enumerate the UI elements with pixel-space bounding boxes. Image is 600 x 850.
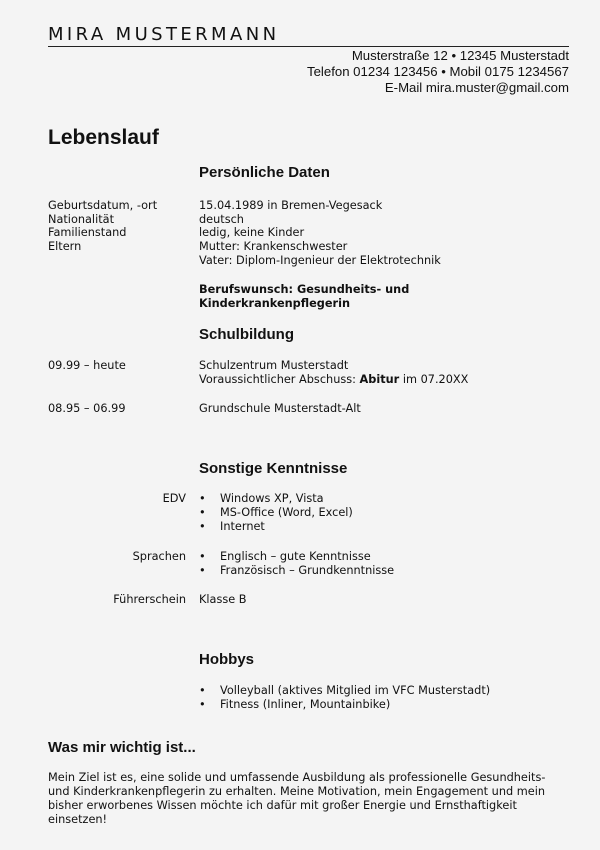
personal-value: 15.04.1989 in Bremen-Vegesack (199, 199, 383, 212)
page-title: Lebenslauf (48, 126, 159, 149)
school-period: 08.95 – 06.99 (48, 402, 126, 415)
license-label: Führerschein (113, 593, 186, 606)
hobbies-heading: Hobbys (199, 651, 255, 668)
school-name: Schulzentrum Musterstadt (199, 359, 349, 372)
bullet-icon: • (199, 698, 206, 711)
list-item: • Französisch – Grundkenntnisse (199, 564, 395, 577)
career-wish-cont: Kinderkrankenpflegerin (199, 297, 351, 310)
list-item: • MS-Office (Word, Excel) (199, 506, 353, 519)
phone-line: Telefon 01234 123456 • Mobil 0175 1234567 (307, 64, 569, 79)
school-name: Grundschule Musterstadt-Alt (199, 402, 361, 415)
license-value: Klasse B (199, 593, 247, 606)
email-line: E-Mail mira.muster@gmail.com (384, 80, 569, 95)
bullet-icon: • (199, 492, 206, 505)
personal-label: Familienstand (48, 226, 127, 239)
bullet-icon: • (199, 684, 206, 697)
list-item: • Volleyball (aktives Mitglied im VFC Musterstadt) (199, 684, 491, 697)
father-occupation: Vater: Diplom-Ingenieur der Elektrotechnik (199, 254, 441, 267)
list-item: • Internet (199, 520, 265, 533)
school-heading: Schulbildung (199, 326, 294, 343)
personal-heading: Persönliche Daten (199, 164, 330, 181)
personal-value: deutsch (199, 213, 244, 226)
personal-value: ledig, keine Kinder (199, 226, 305, 239)
address-line: Musterstraße 12 • 12345 Musterstadt (351, 48, 569, 63)
languages-label: Sprachen (132, 550, 186, 563)
bullet-icon: • (199, 520, 206, 533)
motivation-paragraph: Mein Ziel ist es, eine solide und umfassende Ausbildung als professionelle Gesundheits- und Kinderkrankenpflegerin zu erhalten. Meine Motivation, mein Engagement und mein bisher erworbenes Wissen möchte ich dafür mit großer Energie und Ernsthaftigkeit einsetzen! (48, 771, 546, 826)
important-heading: Was mir wichtig ist... (48, 739, 196, 756)
personal-value: Mutter: Krankenschwester (199, 240, 348, 253)
bullet-icon: • (199, 506, 206, 519)
school-period: 09.99 – heute (48, 359, 126, 372)
school-degree (199, 373, 468, 386)
header-divider (48, 46, 569, 47)
bullet-icon: • (199, 564, 206, 577)
personal-label: Geburtsdatum, -ort (48, 199, 158, 212)
degree-label: Voraussichtlicher Abschuss: (199, 373, 356, 386)
list-item: • Fitness (Inliner, Mountainbike) (199, 698, 391, 711)
degree-type: Abitur (359, 373, 400, 386)
skills-heading: Sonstige Kenntnisse (199, 460, 348, 477)
bullet-icon: • (199, 550, 206, 563)
list-item: • Englisch – gute Kenntnisse (199, 550, 371, 563)
applicant-name: MIRA MUSTERMANN (48, 24, 280, 45)
career-wish: Berufswunsch: Gesundheits- und (199, 283, 410, 296)
edv-label: EDV (162, 492, 186, 505)
personal-label: Eltern (48, 240, 82, 253)
personal-label: Nationalität (48, 213, 114, 226)
degree-date: im 07.20XX (402, 373, 469, 386)
list-item: • Windows XP, Vista (199, 492, 324, 505)
